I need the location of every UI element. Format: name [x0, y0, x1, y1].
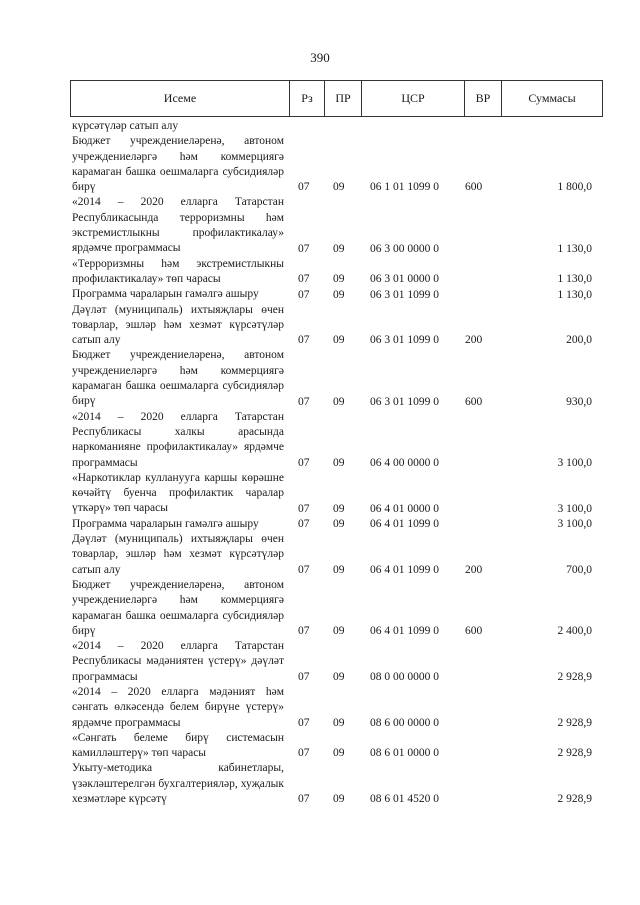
row-sum: 700,0	[566, 563, 592, 576]
header-rz: Рз	[289, 81, 324, 116]
header-pr: ПР	[324, 81, 361, 116]
row-name: Бюджет учреждениеләренә, автоном учреждениеләргә һәм коммерциягә карамаган башка оешмаларга субсидияләр бирү	[72, 578, 284, 637]
row-name: «Сәнгать белеме бирү системасын камилләштерү» төп чарасы	[72, 731, 284, 760]
row-csr: 06 3 00 0000 0	[370, 242, 439, 255]
header-name: Исеме	[163, 91, 197, 105]
row-csr: 06 3 01 1099 0	[370, 395, 439, 408]
table-row	[72, 287, 592, 302]
row-rz: 07	[298, 456, 310, 469]
row-sum: 2 928,9	[557, 793, 592, 806]
row-pr: 09	[333, 563, 345, 576]
row-csr: 06 1 01 1099 0	[370, 181, 439, 194]
table-header	[70, 80, 603, 117]
table-row	[72, 471, 592, 517]
row-sum: 1 800,0	[557, 181, 592, 194]
row-csr: 06 4 01 1099 0	[370, 563, 439, 576]
row-name: «2014 – 2020 елларга Татарстан Республикасы халкы арасында наркоманияне профилактикалау» ярдәмче программасы	[72, 410, 284, 469]
row-name: Укыту-методика кабинетлары, үзәкләштерелгән бухгалтерияләр, хуҗалык хезмәтләре күрсәтү	[72, 762, 284, 806]
table-row	[72, 731, 592, 762]
row-rz: 07	[298, 625, 310, 638]
row-name: Бюджет учреждениеләренә, автоном учреждениеләргә һәм коммерциягә карамаган башка оешмаларга субсидияләр бирү	[72, 135, 284, 194]
table-row	[72, 685, 592, 731]
row-pr: 09	[333, 242, 345, 255]
row-csr: 08 0 00 0000 0	[370, 670, 439, 683]
row-name: күрсәтүләр сатып алу	[72, 120, 179, 132]
row-pr: 09	[333, 395, 345, 408]
row-name: Дәүләт (муниципаль) ихтыяҗлары өчен товарлар, эшләр һәм хезмәт күрсәтүләр сатып алу	[72, 533, 284, 576]
row-vr: 200	[465, 334, 483, 347]
row-csr: 06 3 01 0000 0	[370, 273, 439, 286]
row-csr: 06 4 01 1099 0	[370, 625, 439, 638]
row-rz: 07	[298, 395, 310, 408]
row-csr: 08 6 01 4520 0	[370, 793, 439, 806]
header-vr: ВР	[464, 81, 501, 116]
row-pr: 09	[333, 288, 345, 301]
row-name: Программа чараларын гамәлгә ашыру	[72, 288, 259, 301]
row-csr: 06 3 01 1099 0	[370, 288, 439, 301]
table-row	[72, 134, 592, 195]
row-name: Дәүләт (муниципаль) ихтыяҗлары өчен товарлар, эшләр һәм хезмәт күрсәтүләр сатып алу	[72, 303, 284, 347]
row-sum: 1 130,0	[557, 242, 592, 255]
table-row	[72, 578, 592, 639]
table-row	[72, 195, 592, 256]
row-name: «2014 – 2020 елларга Татарстан Республикасы мәдәниятен үстерү» дәүләт программасы	[72, 640, 284, 683]
row-pr: 09	[333, 625, 345, 638]
row-rz: 07	[298, 793, 310, 806]
page-number: 390	[310, 50, 330, 65]
row-pr: 09	[333, 273, 345, 286]
row-pr: 09	[333, 670, 345, 683]
row-sum: 3 100,0	[557, 502, 592, 515]
table-row	[72, 517, 592, 532]
header-sum: Суммасы	[501, 81, 602, 116]
row-sum: 1 130,0	[557, 288, 592, 301]
row-csr: 08 6 00 0000 0	[370, 716, 439, 729]
row-pr: 09	[333, 456, 345, 469]
table-row	[72, 119, 592, 134]
row-name: «Наркотиклар кулланууга каршы көрәшне көчәйтү буенча профилактик чаралар үткәрү» төп чарасы	[72, 471, 284, 515]
row-rz: 07	[298, 334, 310, 347]
row-name: «Терроризмны һәм экстремистлыкны профилактикалау» төп чарасы	[72, 257, 284, 285]
row-csr: 06 4 01 1099 0	[370, 518, 439, 531]
row-vr: 200	[465, 563, 483, 576]
row-csr: 08 6 01 0000 0	[370, 747, 439, 760]
table-body	[72, 119, 592, 807]
row-vr: 600	[465, 181, 483, 194]
row-sum: 2 928,9	[557, 747, 592, 760]
table-row	[72, 348, 592, 409]
row-sum: 2 928,9	[557, 716, 592, 729]
row-pr: 09	[333, 747, 345, 760]
row-sum: 200,0	[566, 334, 592, 347]
row-vr: 600	[465, 395, 483, 408]
row-pr: 09	[333, 334, 345, 347]
row-sum: 2 928,9	[557, 670, 592, 683]
row-csr: 06 4 00 0000 0	[370, 456, 439, 469]
row-rz: 07	[298, 502, 310, 515]
row-rz: 07	[298, 670, 310, 683]
row-sum: 3 100,0	[557, 456, 592, 469]
table-row	[72, 410, 592, 471]
row-csr: 06 3 01 1099 0	[370, 334, 439, 347]
row-sum: 3 100,0	[557, 518, 592, 531]
row-pr: 09	[333, 518, 345, 531]
table-row	[72, 761, 592, 807]
row-sum: 2 400,0	[557, 625, 592, 638]
row-rz: 07	[298, 181, 310, 194]
row-rz: 07	[298, 716, 310, 729]
row-name: Программа чараларын гамәлгә ашыру	[72, 517, 259, 530]
row-pr: 09	[333, 502, 345, 515]
row-pr: 09	[333, 716, 345, 729]
table-row	[72, 303, 592, 349]
row-rz: 07	[298, 273, 310, 286]
table-row	[72, 257, 592, 288]
row-name: Бюджет учреждениеләренә, автоном учреждениеләргә һәм коммерциягә карамаган башка оешмаларга субсидияләр бирү	[72, 349, 284, 408]
table-row	[72, 639, 592, 685]
row-rz: 07	[298, 518, 310, 531]
row-name: «2014 – 2020 елларга Татарстан Республикасында терроризмны һәм экстремистлыкны профилактикалау» ярдәмче программасы	[72, 196, 284, 255]
row-sum: 930,0	[566, 395, 592, 408]
row-pr: 09	[333, 793, 345, 806]
row-rz: 07	[298, 288, 310, 301]
header-csr: ЦСР	[361, 81, 464, 116]
table-row	[72, 532, 592, 578]
row-rz: 07	[298, 242, 310, 255]
row-rz: 07	[298, 747, 310, 760]
row-csr: 06 4 01 0000 0	[370, 502, 439, 515]
row-pr: 09	[333, 181, 345, 194]
row-rz: 07	[298, 563, 310, 576]
row-name: «2014 – 2020 елларга мәдәният һәм сәнгать өлкәсендә белем бирүне үстерү» ярдәмче программасы	[72, 685, 284, 729]
row-vr: 600	[465, 625, 483, 638]
row-sum: 1 130,0	[557, 273, 592, 286]
